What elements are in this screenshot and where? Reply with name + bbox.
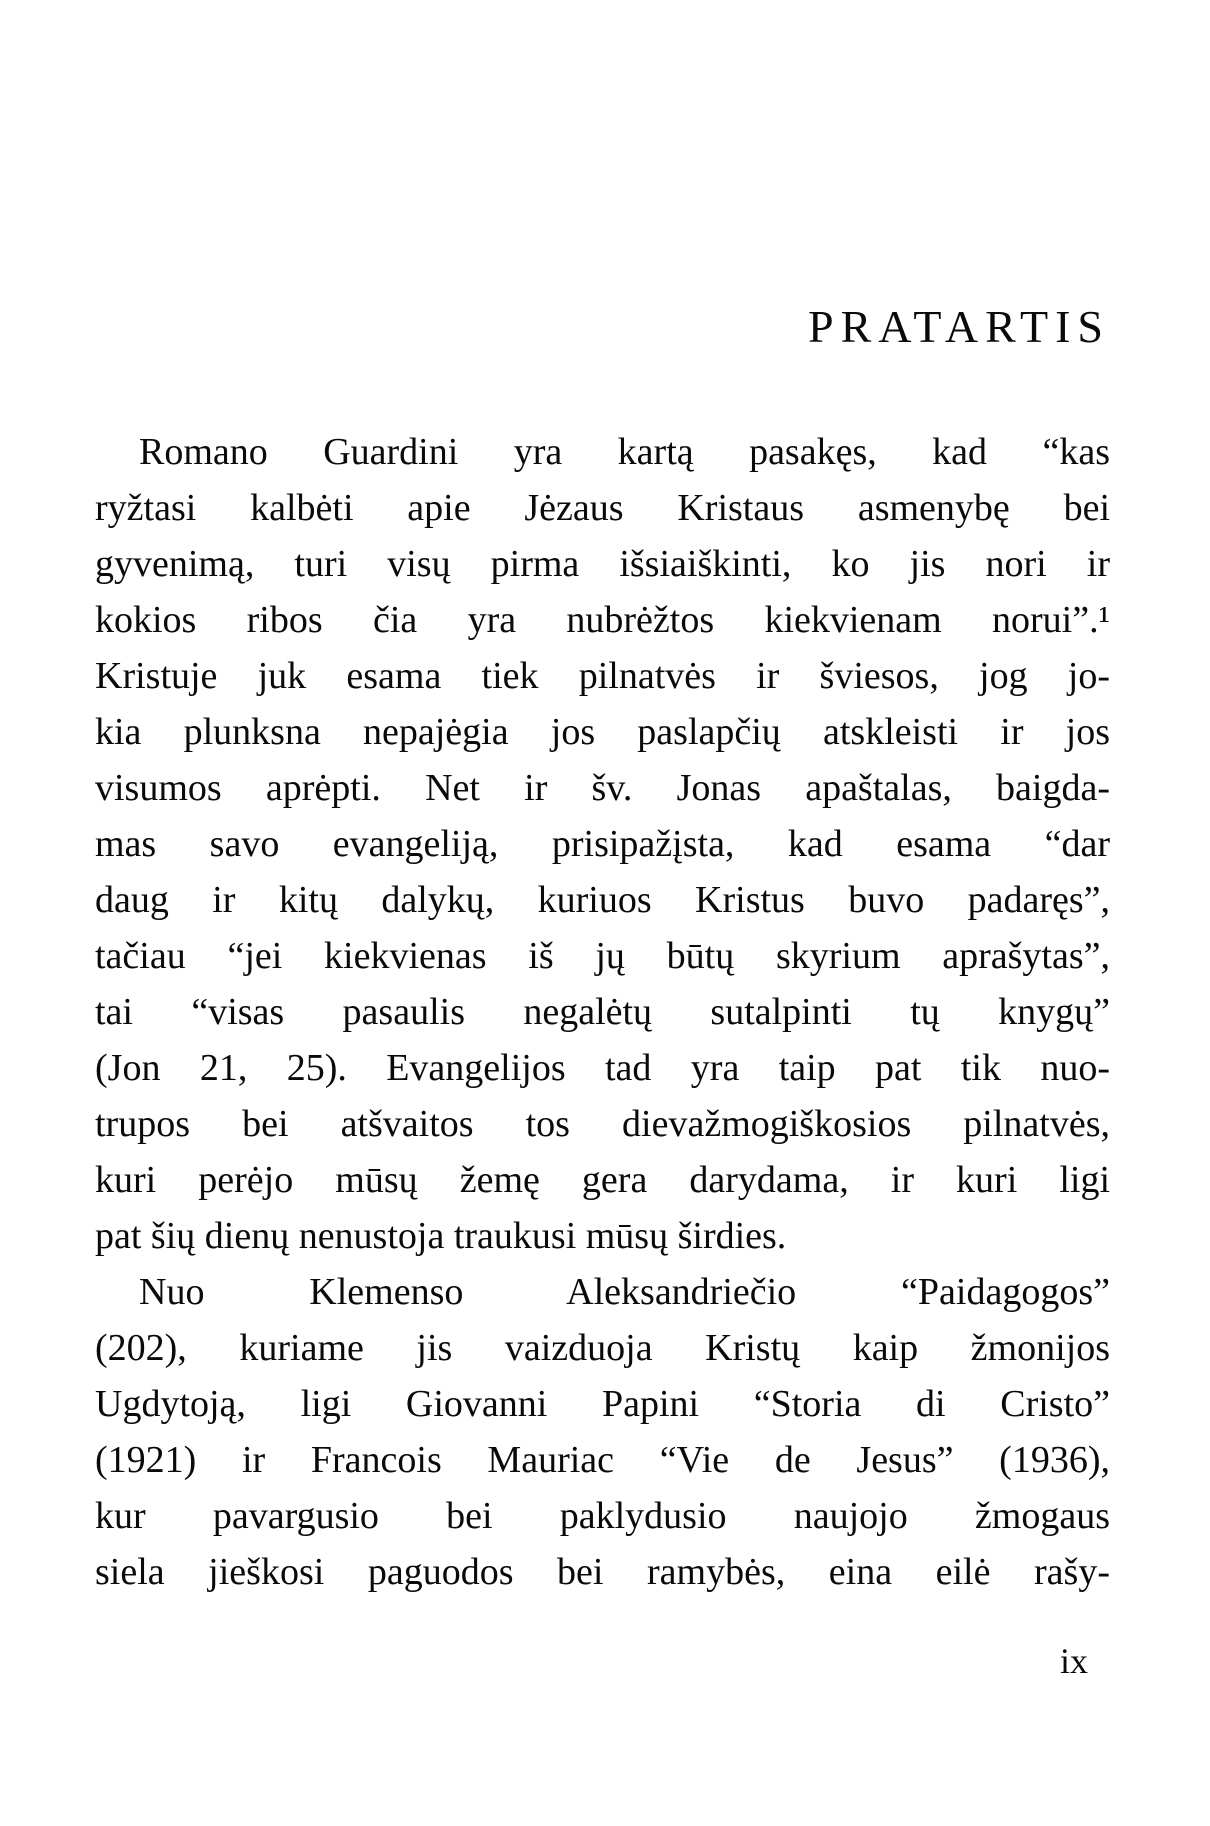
text-line: Nuo Klemenso Aleksandriečio “Paidagogos” xyxy=(139,1271,1110,1313)
text-line: pat šių dienų nenustoja traukusi mūsų širdies. xyxy=(95,1215,787,1257)
text-line: Kristuje juk esama tiek pilnatvės ir šviesos, jog jo- xyxy=(95,655,1110,697)
page-title: PRATARTIS xyxy=(808,301,1110,352)
text-line: (Jon 21, 25). Evangelijos tad yra taip pat tik nuo- xyxy=(95,1047,1110,1089)
text-line: siela jieškosi paguodos bei ramybės, eina eilė rašy- xyxy=(95,1551,1110,1593)
text-line: ryžtasi kalbėti apie Jėzaus Kristaus asmenybę bei xyxy=(95,487,1110,529)
text-line: (202), kuriame jis vaizduoja Kristų kaip žmonijos xyxy=(95,1327,1110,1369)
text-line: Ugdytoją, ligi Giovanni Papini “Storia di Cristo” xyxy=(95,1383,1110,1425)
text-line: kokios ribos čia yra nubrėžtos kiekvienam norui”.¹ xyxy=(95,599,1110,641)
text-line: (1921) ir Francois Mauriac “Vie de Jesus” (1936), xyxy=(95,1439,1110,1481)
text-line: trupos bei atšvaitos tos dievažmogiškosios pilnatvės, xyxy=(95,1103,1110,1145)
text-line: daug ir kitų dalykų, kuriuos Kristus buvo padaręs”, xyxy=(95,879,1110,921)
text-line: tačiau “jei kiekvienas iš jų būtų skyrium aprašytas”, xyxy=(95,935,1110,977)
text-line: Romano Guardini yra kartą pasakęs, kad “kas xyxy=(139,431,1110,473)
text-line: kur pavargusio bei paklydusio naujojo žmogaus xyxy=(95,1495,1110,1537)
text-line: tai “visas pasaulis negalėtų sutalpinti tų knygų” xyxy=(95,991,1110,1033)
text-line: kia plunksna nepajėgia jos paslapčių atskleisti ir jos xyxy=(95,711,1110,753)
text-line: mas savo evangeliją, prisipažįsta, kad esama “dar xyxy=(95,823,1110,865)
page-number: ix xyxy=(1060,1641,1089,1681)
text-line: kuri perėjo mūsų žemę gera darydama, ir kuri ligi xyxy=(95,1159,1110,1201)
preface-text xyxy=(95,424,1110,1600)
text-line: visumos aprėpti. Net ir šv. Jonas apaštalas, baigda- xyxy=(95,767,1110,809)
text-line: gyvenimą, turi visų pirma išsiaiškinti, ko jis nori ir xyxy=(95,543,1110,585)
